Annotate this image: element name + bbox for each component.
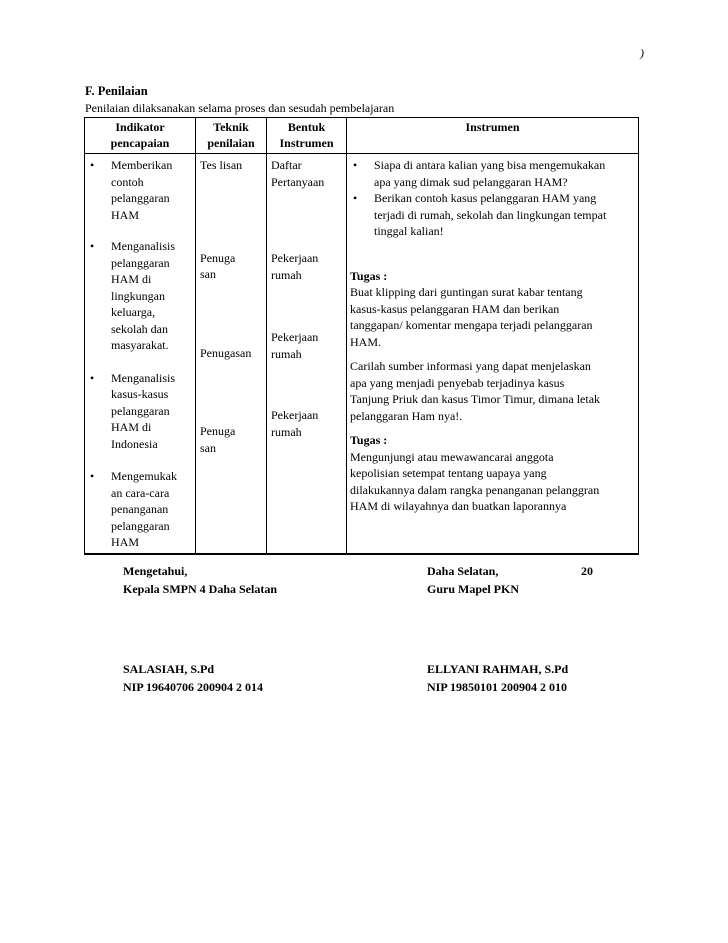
section-title: F. Penilaian <box>85 84 148 98</box>
task-2: Carilah sumber informasi yang dapat menjelaskan apa yang menjadi penyebab terjadinya kasus Tanjung Priuk dan kasus Timor Timur, dimana letak pelanggaran Ham nya!. <box>350 359 601 423</box>
list-item: • Menganalisis pelanggaran HAM di lingkungan keluarga, sekolah dan masyarakat. <box>90 239 175 352</box>
list-item: • Berikan contoh kasus pelanggaran HAM yang terjadi di rumah, sekolah dan lingkungan tempat tinggal kalian! <box>353 191 607 238</box>
signature-left <box>123 562 277 598</box>
table-row <box>85 154 639 554</box>
sign-left-heading: Mengetahui, <box>123 564 188 578</box>
bullet-icon: • <box>90 239 95 253</box>
tugas-1: Tugas : Buat klipping dari guntingan surat kabar tentang kasus-kasus pelanggaran HAM dan berikan tanggapan/ komentar mengapa terjadi pelanggaran HAM. <box>350 268 634 351</box>
sign-left-role: Kepala SMPN 4 Daha Selatan <box>123 582 278 596</box>
bullet-icon: • <box>90 370 95 385</box>
tugas-2: Tugas : Mengunjungi atau mewawancarai anggota kepolisian setempat tentang uapaya yang dilakukannya dalam rangka penanganan pelanggran HAM di wilayahnya dan buatkan laporannya <box>350 432 634 517</box>
teknik-item: Tes lisan <box>200 158 243 172</box>
list-item: • Siapa di antara kalian yang bisa mengemukakan apa yang dimak sud pelanggaran HAM? <box>353 158 606 189</box>
bentuk-item: Pekerjaan rumah <box>271 408 319 439</box>
tugas-label: Tugas : <box>350 433 388 447</box>
teknik-item: Penuga san <box>200 424 236 455</box>
signature-right-name <box>427 660 568 696</box>
sign-left-name: SALASIAH, S.Pd <box>123 662 215 676</box>
instrumen-cell <box>347 154 639 554</box>
bentuk-item: Pekerjaan rumah <box>271 330 319 361</box>
indikator-cell <box>85 154 196 554</box>
signature-left-name <box>123 660 263 696</box>
question-list <box>350 157 634 240</box>
bullet-icon: • <box>353 191 358 205</box>
bentuk-item: Daftar Pertanyaan <box>271 158 325 189</box>
teknik-cell <box>196 154 267 554</box>
header-teknik: Teknik penilaian <box>196 118 267 154</box>
sign-right-role: Guru Mapel PKN <box>427 582 519 596</box>
sign-right-place: Daha Selatan, <box>427 564 499 578</box>
assessment-table <box>84 117 639 555</box>
teknik-item: Penugasan <box>200 345 252 360</box>
sign-left-nip: NIP 19640706 200904 2 014 <box>123 680 264 694</box>
list-item: • Memberikan contoh pelanggaran HAM <box>90 158 173 222</box>
bullet-icon: • <box>353 158 358 172</box>
list-item: • Menganalisis kasus-kasus pelanggaran HAM di Indonesia <box>90 370 175 451</box>
bullet-icon: • <box>90 469 95 483</box>
indikator-list <box>87 157 191 551</box>
bentuk-item: Pekerjaan rumah <box>271 251 319 282</box>
section-intro: Penilaian dilaksanakan selama proses dan sesudah pembelajaran <box>85 101 395 115</box>
page-mark: ) <box>640 46 644 60</box>
header-instrumen: Instrumen <box>347 118 639 154</box>
bentuk-cell <box>267 154 347 554</box>
signature-right <box>427 562 607 598</box>
sign-right-year: 20 <box>581 564 593 578</box>
table-header-row <box>85 118 639 154</box>
sign-right-name: ELLYANI RAHMAH, S.Pd <box>427 662 569 676</box>
sign-right-place-line <box>427 562 607 580</box>
header-indikator: Indikator pencapaian <box>85 118 196 154</box>
list-item: • Mengemukak an cara-cara penanganan pelanggaran HAM <box>90 469 177 549</box>
header-bentuk: Bentuk Instrumen <box>267 118 347 154</box>
tugas-label: Tugas : <box>350 268 388 283</box>
sign-right-nip: NIP 19850101 200904 2 010 <box>427 680 568 694</box>
teknik-item: Penuga san <box>200 250 236 281</box>
bullet-icon: • <box>90 158 95 172</box>
